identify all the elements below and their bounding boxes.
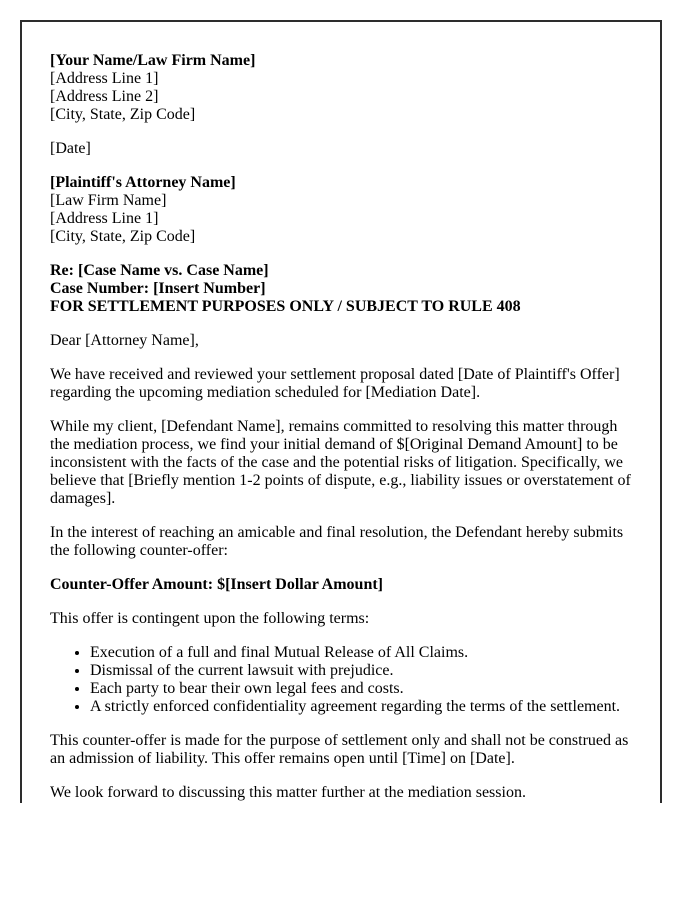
re-line: Re: [Case Name vs. Case Name] bbox=[50, 262, 269, 279]
terms-list bbox=[50, 644, 634, 716]
term-item-legal-fees: • Each party to bear their own legal fees and costs. bbox=[90, 680, 634, 698]
term-item-dismissal: • Dismissal of the current lawsuit with prejudice. bbox=[90, 662, 634, 680]
sender-block bbox=[50, 52, 634, 124]
letter-document bbox=[20, 20, 662, 803]
recipient-firm-line: [Law Firm Name] bbox=[50, 192, 167, 209]
terms-intro: This offer is contingent upon the following terms: bbox=[50, 610, 370, 627]
recipient-address-line-1: [Address Line 1] bbox=[50, 210, 159, 227]
sender-address-line-3: [City, State, Zip Code] bbox=[50, 106, 196, 123]
paragraph-demand-dispute: While my client, [Defendant Name], remains committed to resolving this matter through the mediation process, we find your initial demand of $[Original Demand Amount] to be inconsistent with the facts of the case and the potential risks of litigation. Specifically, we believe that [Briefly mention 1-2 points of dispute, e.g., liability issues or overstatement of damages]. bbox=[50, 418, 631, 507]
recipient-address-line-2: [City, State, Zip Code] bbox=[50, 228, 196, 245]
term-item-confidentiality: • A strictly enforced confidentiality agreement regarding the terms of the settlement. bbox=[90, 698, 634, 716]
recipient-name: [Plaintiff's Attorney Name] bbox=[50, 174, 236, 191]
sender-name: [Your Name/Law Firm Name] bbox=[50, 52, 256, 69]
paragraph-resolution-intro: In the interest of reaching an amicable and final resolution, the Defendant hereby submits the following counter-offer: bbox=[50, 524, 624, 559]
salutation: Dear [Attorney Name], bbox=[50, 332, 199, 349]
subject-block bbox=[50, 262, 634, 316]
term-item-mutual-release: • Execution of a full and final Mutual Release of All Claims. bbox=[90, 644, 634, 662]
paragraph-proposal-received: We have received and reviewed your settlement proposal dated [Date of Plaintiff's Offer] regarding the upcoming mediation scheduled for [Mediation Date]. bbox=[50, 366, 620, 401]
paragraph-no-admission: This counter-offer is made for the purpose of settlement only and shall not be construed as an admission of liability. This offer remains open until [Time] on [Date]. bbox=[50, 732, 629, 767]
counter-offer-amount-line: Counter-Offer Amount: $[Insert Dollar Amount] bbox=[50, 576, 384, 593]
sender-address-line-2: [Address Line 2] bbox=[50, 88, 159, 105]
sender-address-line-1: [Address Line 1] bbox=[50, 70, 159, 87]
case-number-line: Case Number: [Insert Number] bbox=[50, 280, 266, 297]
paragraph-closing: We look forward to discussing this matter further at the mediation session. bbox=[50, 784, 526, 801]
recipient-block bbox=[50, 174, 634, 246]
date-line: [Date] bbox=[50, 140, 91, 157]
rule-408-line: FOR SETTLEMENT PURPOSES ONLY / SUBJECT TO RULE 408 bbox=[50, 298, 521, 315]
